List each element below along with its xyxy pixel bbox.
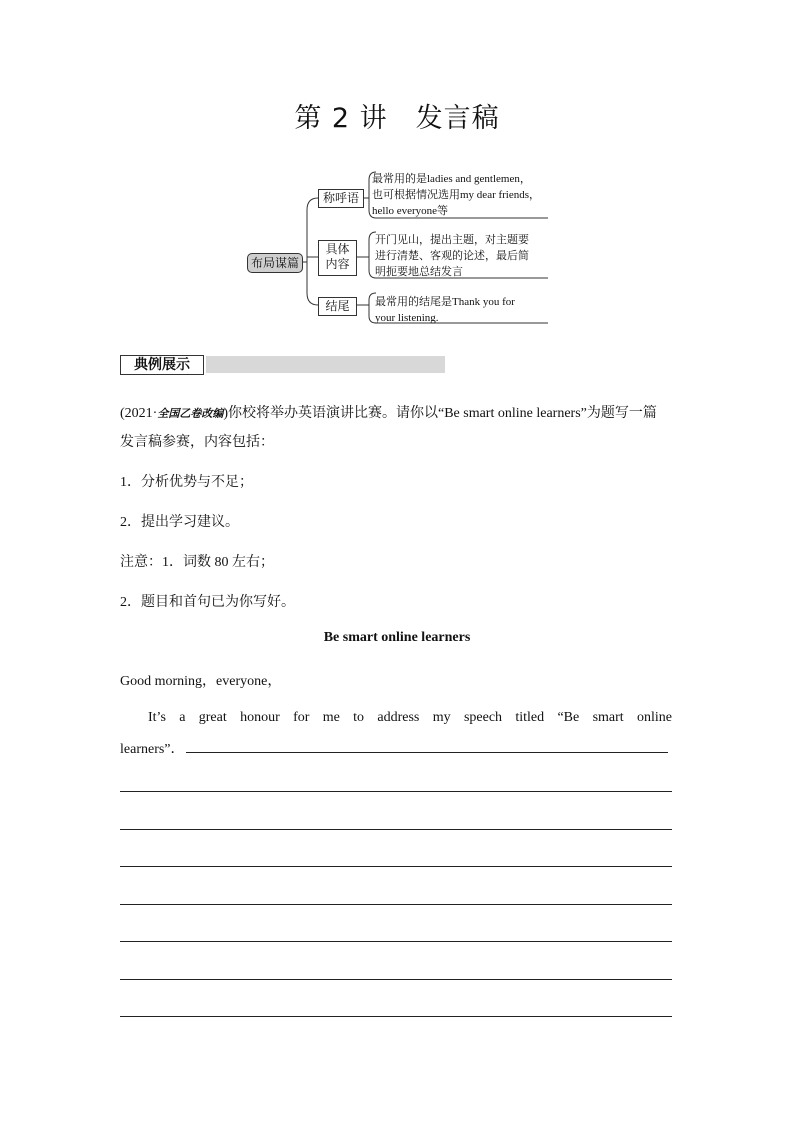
writing-line[interactable] bbox=[120, 1016, 672, 1017]
writing-line[interactable] bbox=[120, 941, 672, 942]
essay-greeting: Good morning，everyone， bbox=[120, 674, 282, 689]
essay-title: Be smart online learners bbox=[323, 630, 471, 645]
prompt-item-1: 1．分析优势与不足； bbox=[120, 475, 253, 490]
prompt-line-2: 发言稿参赛，内容包括： bbox=[120, 435, 274, 450]
prompt-text: )你校将举办英语演讲比赛。请你以“Be smart online learners”为题写一篇 bbox=[223, 406, 657, 421]
word: great bbox=[198, 710, 227, 725]
word: address bbox=[377, 710, 420, 725]
writing-line[interactable] bbox=[186, 752, 668, 753]
word: my bbox=[432, 710, 451, 725]
mindmap-node-greeting: 称呼语 bbox=[318, 189, 364, 208]
text-line: 进行清楚、客观的论述，最后简 bbox=[375, 250, 529, 262]
mindmap-node-content bbox=[318, 240, 357, 276]
prompt-line-1 bbox=[120, 402, 680, 422]
word: speech bbox=[463, 710, 503, 725]
text-line: 最常用的结尾是Thank you for bbox=[375, 296, 515, 308]
writing-line[interactable] bbox=[120, 979, 672, 980]
essay-first-line bbox=[148, 710, 672, 726]
word: honour bbox=[240, 710, 280, 725]
writing-line[interactable] bbox=[120, 866, 672, 867]
mindmap-node-content-line1: 具体 bbox=[325, 242, 350, 256]
word: smart bbox=[592, 710, 624, 725]
word: online bbox=[637, 710, 672, 725]
prompt-note: 注意：1．词数 80 左右； bbox=[120, 555, 274, 570]
mindmap-branch-content-text bbox=[375, 232, 550, 280]
writing-line[interactable] bbox=[120, 904, 672, 905]
text-line: your listening. bbox=[375, 312, 439, 324]
prompt-year: (2021· bbox=[120, 406, 158, 421]
mindmap-branch-ending-text bbox=[375, 294, 550, 326]
prompt-item-2: 2．提出学习建议。 bbox=[120, 515, 239, 530]
text-line: 最常用的是ladies and gentlemen， bbox=[372, 173, 531, 185]
word: titled bbox=[515, 710, 545, 725]
mindmap-node-ending: 结尾 bbox=[318, 297, 357, 316]
word: me bbox=[322, 710, 340, 725]
page-title: 第 2 讲 发言稿 bbox=[294, 103, 500, 134]
text-line: 开门见山，提出主题，对主题要 bbox=[375, 234, 529, 246]
mindmap-branch-greeting-text bbox=[372, 171, 552, 219]
prompt-source: 全国乙卷改编 bbox=[157, 408, 224, 420]
word: a bbox=[179, 710, 186, 725]
prompt-note-2: 2．题目和首句已为你写好。 bbox=[120, 595, 295, 610]
section-bar bbox=[206, 356, 445, 373]
word: It’s bbox=[148, 710, 166, 725]
section-label: 典例展示 bbox=[120, 355, 204, 375]
text-line: 明扼要地总结发言 bbox=[375, 266, 463, 278]
mindmap-root: 布局谋篇 bbox=[247, 253, 303, 273]
text-line: 也可根据情况选用my dear friends， bbox=[372, 189, 541, 201]
text-line: hello everyone等 bbox=[372, 205, 449, 217]
essay-second-line: learners”． bbox=[120, 742, 185, 757]
word: for bbox=[293, 710, 310, 725]
mindmap-node-content-line2: 内容 bbox=[325, 257, 350, 271]
writing-line[interactable] bbox=[120, 829, 672, 830]
word: “Be bbox=[557, 710, 580, 725]
word: to bbox=[353, 710, 365, 725]
writing-line[interactable] bbox=[120, 791, 672, 792]
